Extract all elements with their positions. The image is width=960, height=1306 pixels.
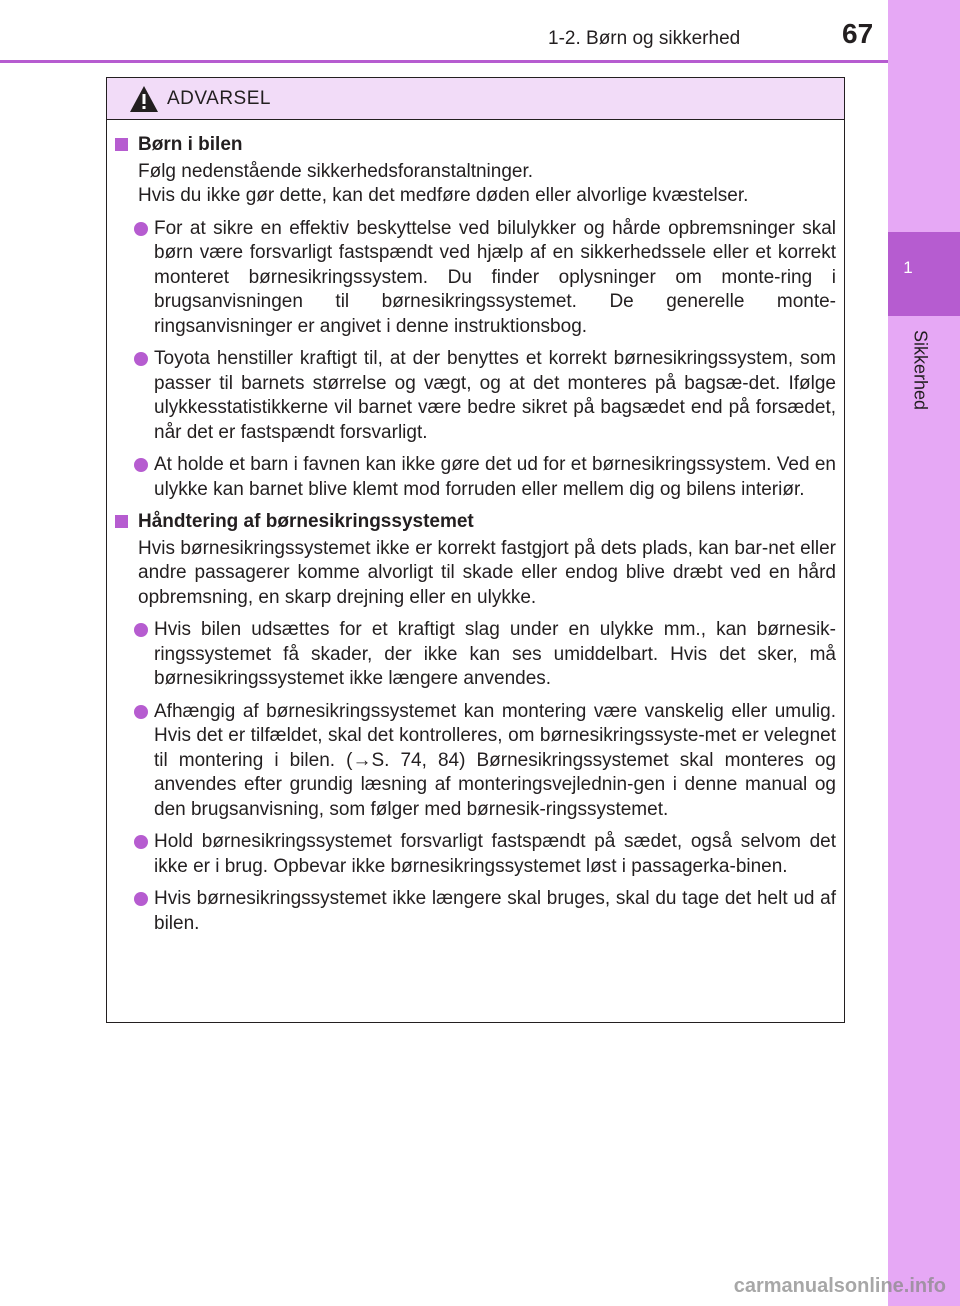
bullet-text: Toyota henstiller kraftigt til, at der benyttes et korrekt børnesikringssystem, som passer til barnets størrelse og vægt, og at det monteres på bagsæ-det. Ifølge ulykkesstatistikkerne vil barnet være bedre sikret på bagsædet end på forsædet, når det er fastspændt forsvarligt.	[154, 348, 836, 443]
round-bullet-icon	[134, 458, 148, 472]
intro-line: Hvis børnesikringssystemet ikke er korrekt fastgjort på dets plads, kan bar-net eller andre passagerer komme alvorligt til skade eller endog blive dræbt ved en hård opbremsning, en skarp drejning eller en ulykke.	[138, 537, 836, 608]
chapter-side-tab	[888, 0, 960, 1306]
intro-line: Hvis du ikke gør dette, kan det medføre døden eller alvorlige kvæstelser.	[138, 185, 749, 206]
section-heading-text: Børn i bilen	[138, 134, 243, 155]
header-rule	[0, 60, 888, 63]
bullet-item	[115, 887, 836, 936]
bullet-item	[115, 217, 836, 340]
round-bullet-icon	[134, 892, 148, 906]
square-bullet-icon	[115, 515, 128, 528]
section-handling-child-restraint	[115, 510, 836, 936]
bullet-text: At holde et barn i favnen kan ikke gøre det ud for et børnesikringssystem. Ved en ulykke kan barnet blive klemt mod forruden eller mellem dig og bilens interiør.	[154, 454, 836, 500]
warning-body	[107, 120, 844, 936]
bullet-item	[115, 830, 836, 879]
bullet-text: For at sikre en effektiv beskyttelse ved bilulykker og hårde opbremsninger skal børn være forsvarligt fastspændt ved hjælp af en sikkerhedssele eller et korrekt monteret børnesikringssystem. Du finder oplysninger om monte-ring i brugsanvisningen til børnesikringssystemet. De generelle monte-ringsanvisninger er angivet i denne instruktionsbog.	[154, 217, 836, 337]
section-children-in-car	[115, 133, 836, 502]
warning-title: ADVARSEL	[167, 88, 271, 109]
bullet-text: Hold børnesikringssystemet forsvarligt fastspændt på sædet, også selvom det ikke er i brug. Opbevar ikke børnesikringssystemet løst i passagerka-binen.	[154, 831, 836, 877]
round-bullet-icon	[134, 835, 148, 849]
section-intro	[115, 537, 836, 611]
running-header: 1-2. Børn og sikkerhed	[548, 28, 741, 49]
round-bullet-icon	[134, 352, 148, 366]
section-intro	[115, 160, 836, 209]
round-bullet-icon	[134, 623, 148, 637]
bullet-text: Afhængig af børnesikringssystemet kan montering være vanskelig eller umulig. Hvis det er tilfældet, skal det kontrolleres, om børnesikringssyste-met er velegnet til montering i bilen. (→S. 74, 84) Børnesikringssystemet skal monteres og anvendes efter grundig læsning af monteringsvejlednin-gen i denne manual og den brugsanvisning, som følger med børnesik-ringssystemet.	[154, 700, 836, 820]
chapter-number: 1	[903, 258, 913, 277]
round-bullet-icon	[134, 222, 148, 236]
round-bullet-icon	[134, 705, 148, 719]
bullet-item	[115, 453, 836, 502]
watermark: carmanualsonline.info	[733, 1275, 946, 1297]
intro-line: Følg nedenstående sikkerhedsforanstaltninger.	[138, 160, 534, 182]
bullet-item	[115, 347, 836, 445]
chapter-label: Sikkerhed	[910, 329, 931, 411]
bullet-item	[115, 700, 836, 823]
bullet-text: Hvis børnesikringssystemet ikke længere skal bruges, skal du tage det helt ud af bilen.	[154, 888, 836, 934]
section-heading	[115, 510, 836, 535]
warning-triangle-icon	[129, 85, 159, 113]
section-heading-text: Håndtering af børnesikringssystemet	[138, 511, 474, 532]
warning-box	[106, 77, 845, 1023]
square-bullet-icon	[115, 138, 128, 151]
bullet-text: Hvis bilen udsættes for et kraftigt slag under en ulykke mm., kan børnesik-ringssystemet få skader, der ikke kan ses umiddelbart. Hvis det sker, må børnesikringssystemet ikke længere anvendes.	[154, 619, 836, 689]
page-number: 67	[842, 18, 874, 49]
section-heading	[115, 133, 836, 158]
warning-header	[107, 78, 844, 120]
bullet-item	[115, 618, 836, 692]
